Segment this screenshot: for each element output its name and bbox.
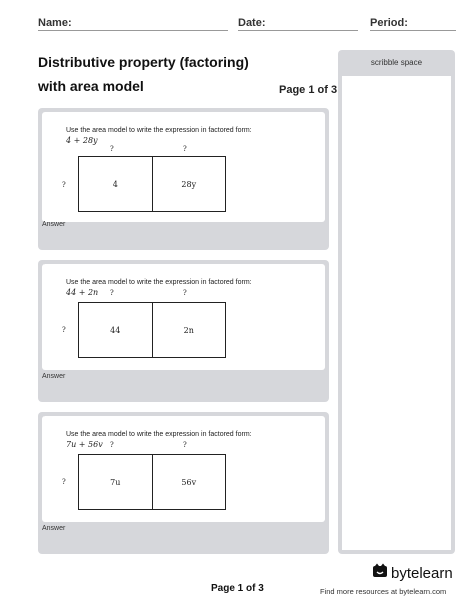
bytelearn-logo[interactable] [372, 563, 453, 584]
question-card-3 [38, 412, 329, 554]
area-cell-1: 44 [110, 325, 121, 335]
side-unknown: ? [62, 478, 66, 486]
scribble-label: scribble space [370, 58, 423, 67]
name-label: Name: [38, 17, 72, 29]
page-indicator: Page 1 of 3 [279, 84, 338, 96]
date-line[interactable] [238, 30, 358, 31]
question-card-2 [38, 260, 329, 402]
answer-label: Answer [42, 525, 66, 532]
question-expression: 7u + 56v [66, 440, 103, 449]
brand-name: bytelearn [391, 565, 453, 582]
period-label: Period: [370, 17, 408, 29]
question-body [42, 264, 325, 370]
answer-label: Answer [42, 373, 66, 380]
bytelearn-logo-icon [372, 563, 388, 584]
top-unknown-2: ? [183, 145, 187, 153]
top-unknown-2: ? [183, 289, 187, 297]
worksheet-subtitle: with area model [38, 78, 144, 94]
find-more-link[interactable]: Find more resources at bytelearn.com [320, 587, 447, 596]
footer-page-indicator: Page 1 of 3 [211, 583, 264, 594]
question-instruction: Use the area model to write the expression in factored form: [66, 127, 252, 134]
question-instruction: Use the area model to write the expression in factored form: [66, 431, 252, 438]
top-unknown-1: ? [110, 441, 114, 449]
area-cell-2: 2n [152, 303, 226, 357]
area-cell-1: 7u [110, 477, 121, 487]
question-body [42, 112, 325, 222]
side-unknown: ? [62, 326, 66, 334]
question-expression: 4 + 28y [66, 136, 98, 145]
answer-label: Answer [42, 221, 66, 228]
period-line[interactable] [370, 30, 456, 31]
top-unknown-1: ? [110, 145, 114, 153]
question-body [42, 416, 325, 522]
scribble-panel [338, 50, 455, 554]
area-cell-1: 4 [112, 179, 118, 189]
date-label: Date: [238, 17, 266, 29]
question-expression: 44 + 2n [66, 288, 99, 297]
area-cell-2: 56v [152, 455, 226, 509]
question-card-1 [38, 108, 329, 250]
name-line[interactable] [38, 30, 228, 31]
question-instruction: Use the area model to write the expression in factored form: [66, 279, 252, 286]
area-model [78, 156, 226, 212]
worksheet-title: Distributive property (factoring) [38, 54, 249, 70]
scribble-area[interactable] [342, 76, 451, 550]
area-model [78, 454, 226, 510]
area-model [78, 302, 226, 358]
side-unknown: ? [62, 181, 66, 189]
top-unknown-2: ? [183, 441, 187, 449]
top-unknown-1: ? [110, 289, 114, 297]
area-cell-2: 28y [152, 157, 226, 211]
